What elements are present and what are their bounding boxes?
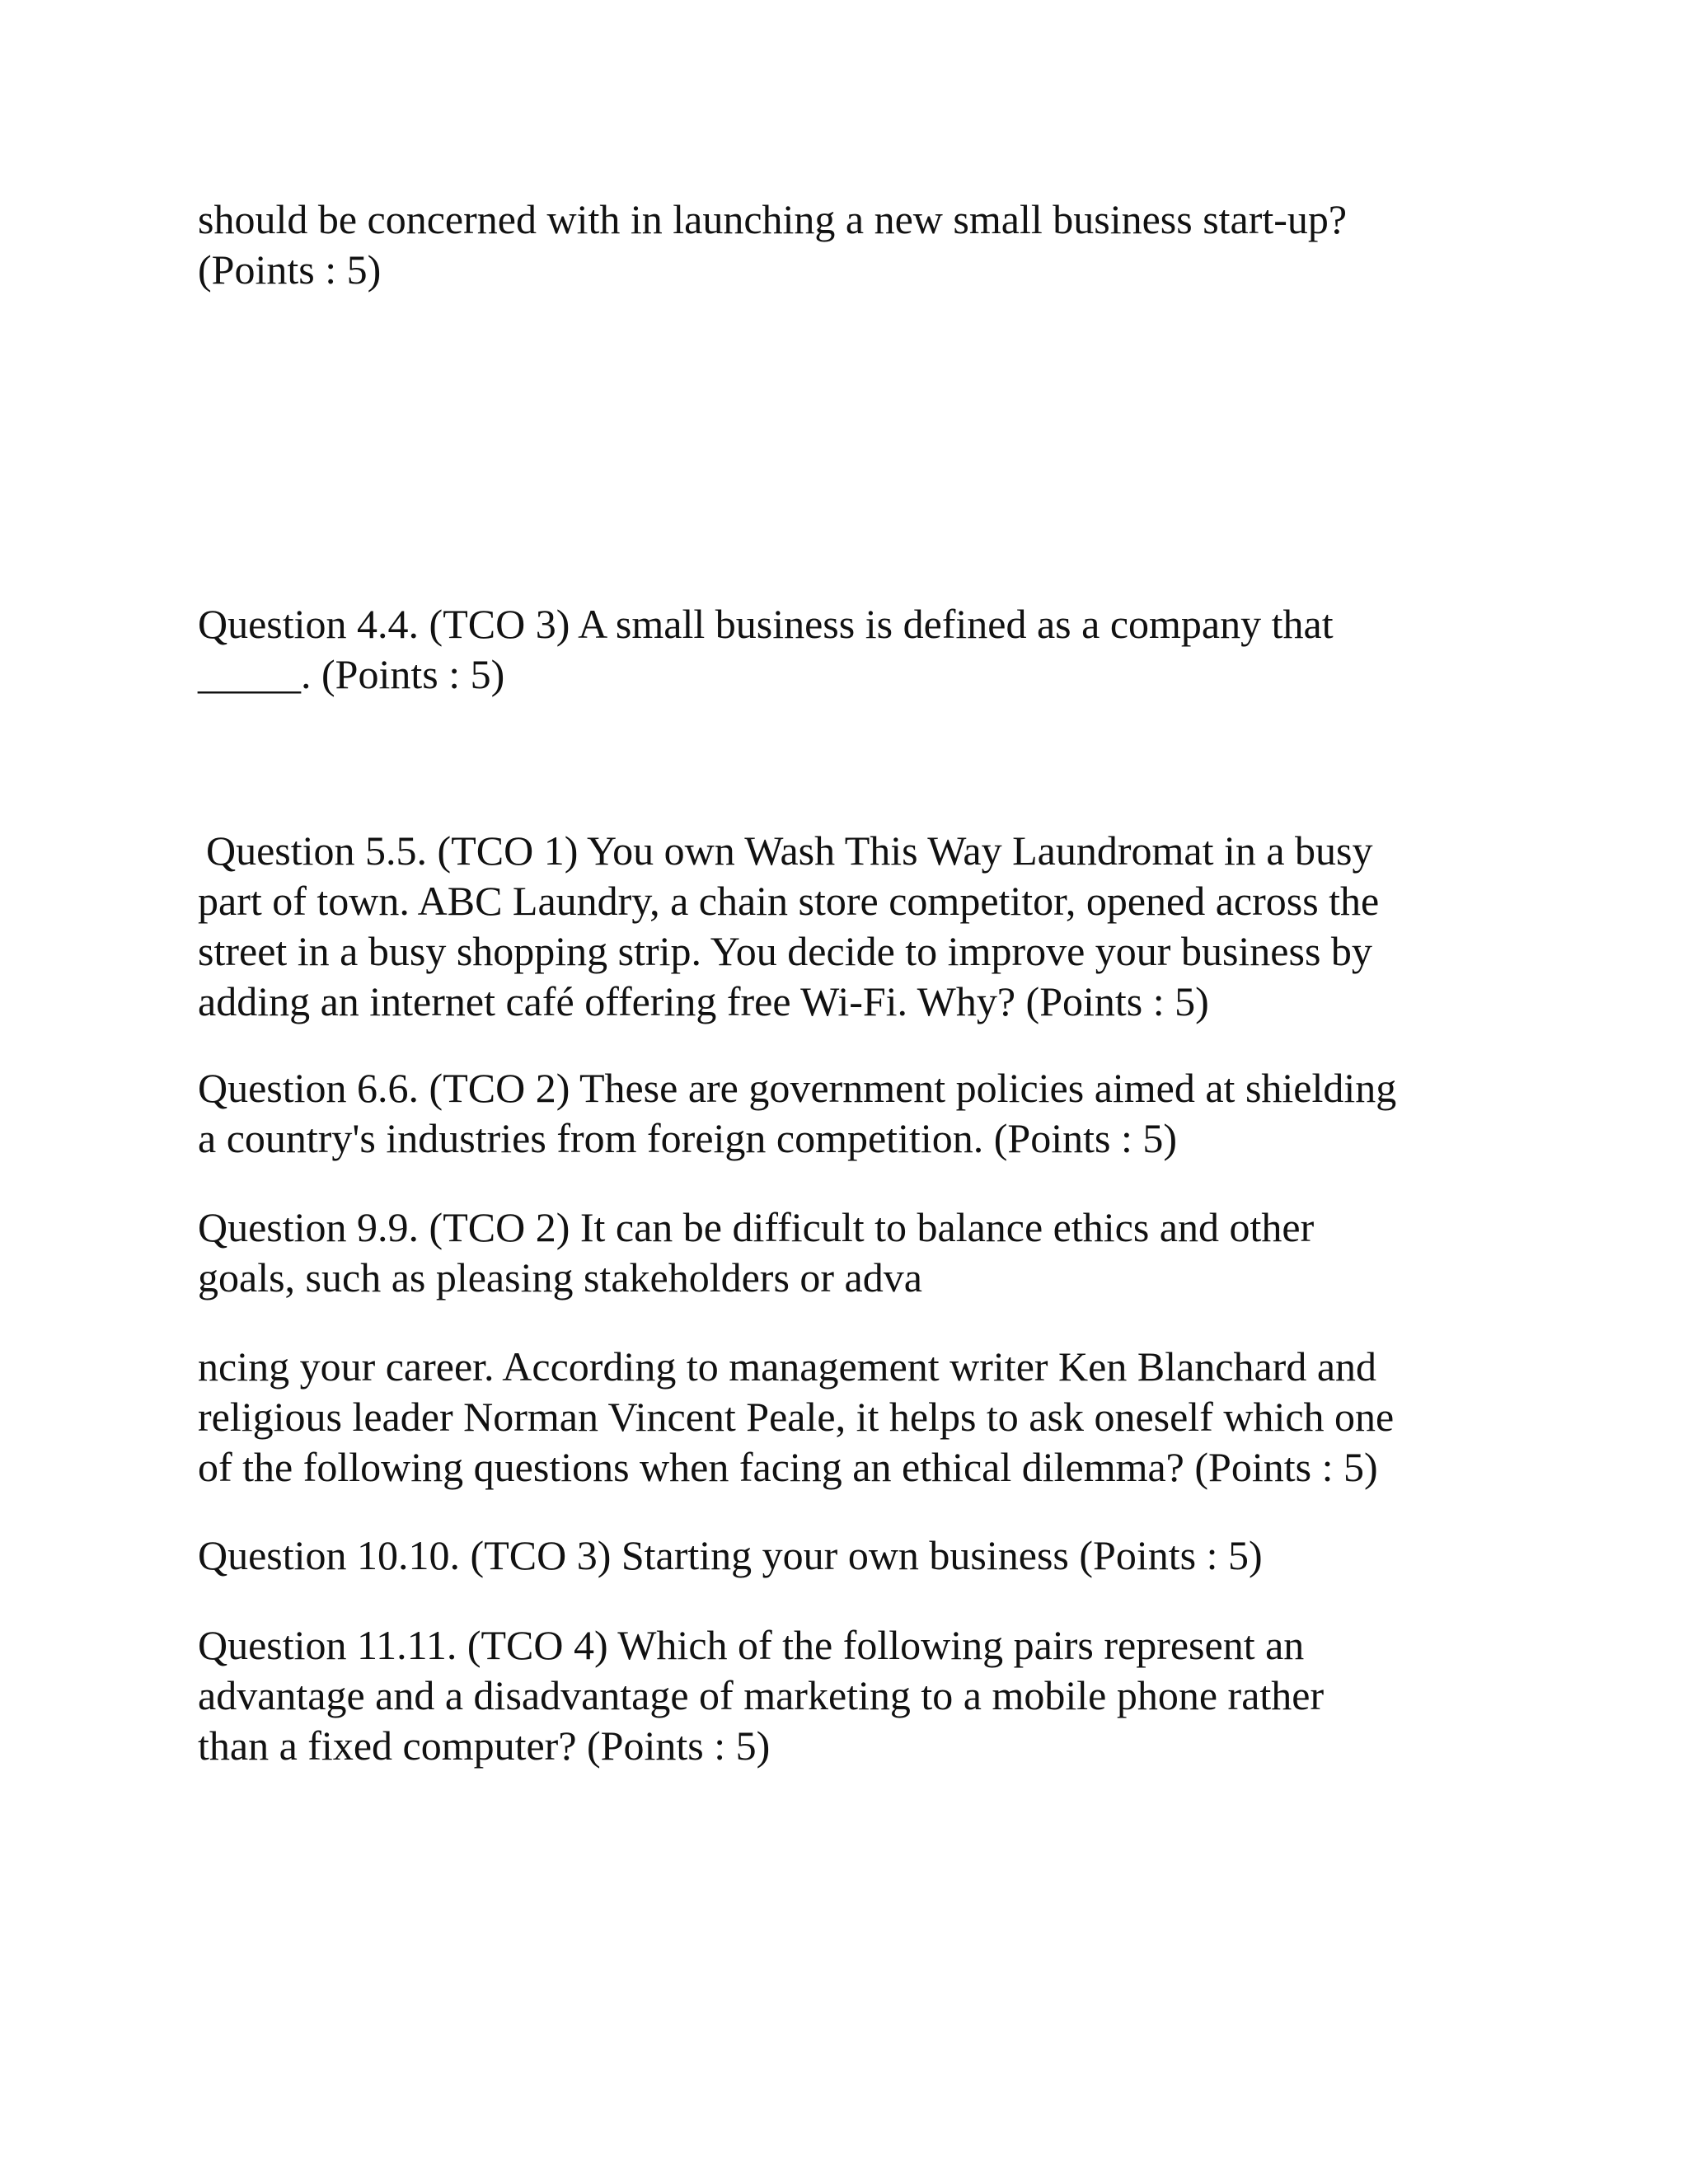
question-fragment-startup (198, 194, 1500, 295)
text-line: than a fixed computer? (Points : 5) (198, 1722, 771, 1769)
text-line: part of town. ABC Laundry, a chain store competitor, opened across the (198, 878, 1380, 924)
text-line: Question 11.11. (TCO 4) Which of the following pairs represent an (198, 1622, 1305, 1668)
text-line: goals, such as pleasing stakeholders or adva (198, 1254, 922, 1301)
text-line: ncing your career. According to management writer Ken Blanchard and (198, 1343, 1377, 1390)
question-4 (198, 599, 1500, 700)
text-line: Question 4.4. (TCO 3) A small business is defined as a company that (198, 601, 1334, 647)
text-line: religious leader Norman Vincent Peale, it helps to ask oneself which one (198, 1394, 1395, 1440)
text-line: of the following questions when facing an ethical dilemma? (Points : 5) (198, 1444, 1378, 1490)
question-10 (198, 1530, 1500, 1581)
question-9-continued (198, 1342, 1500, 1493)
text-line: Question 5.5. (TCO 1) You own Wash This Way Laundromat in a busy (206, 827, 1373, 874)
question-9 (198, 1202, 1500, 1303)
text-line: Question 10.10. (TCO 3) Starting your own business (Points : 5) (198, 1532, 1263, 1578)
text-line: a country's industries from foreign competition. (Points : 5) (198, 1115, 1177, 1161)
text-line: Question 9.9. (TCO 2) It can be difficult to balance ethics and other (198, 1204, 1315, 1250)
text-line: _____. (Points : 5) (198, 651, 505, 697)
text-line: adding an internet café offering free Wi-Fi. Why? (Points : 5) (198, 978, 1209, 1024)
text-line: should be concerned with in launching a new small business start-up? (198, 196, 1348, 242)
text-line: Question 6.6. (TCO 2) These are government policies aimed at shielding (198, 1065, 1397, 1111)
text-line: advantage and a disadvantage of marketing to a mobile phone rather (198, 1672, 1325, 1718)
question-6 (198, 1063, 1500, 1164)
text-line: (Points : 5) (198, 246, 382, 293)
text-line: street in a busy shopping strip. You decide to improve your business by (198, 928, 1372, 974)
question-5 (198, 826, 1508, 1027)
question-11 (198, 1620, 1500, 1771)
